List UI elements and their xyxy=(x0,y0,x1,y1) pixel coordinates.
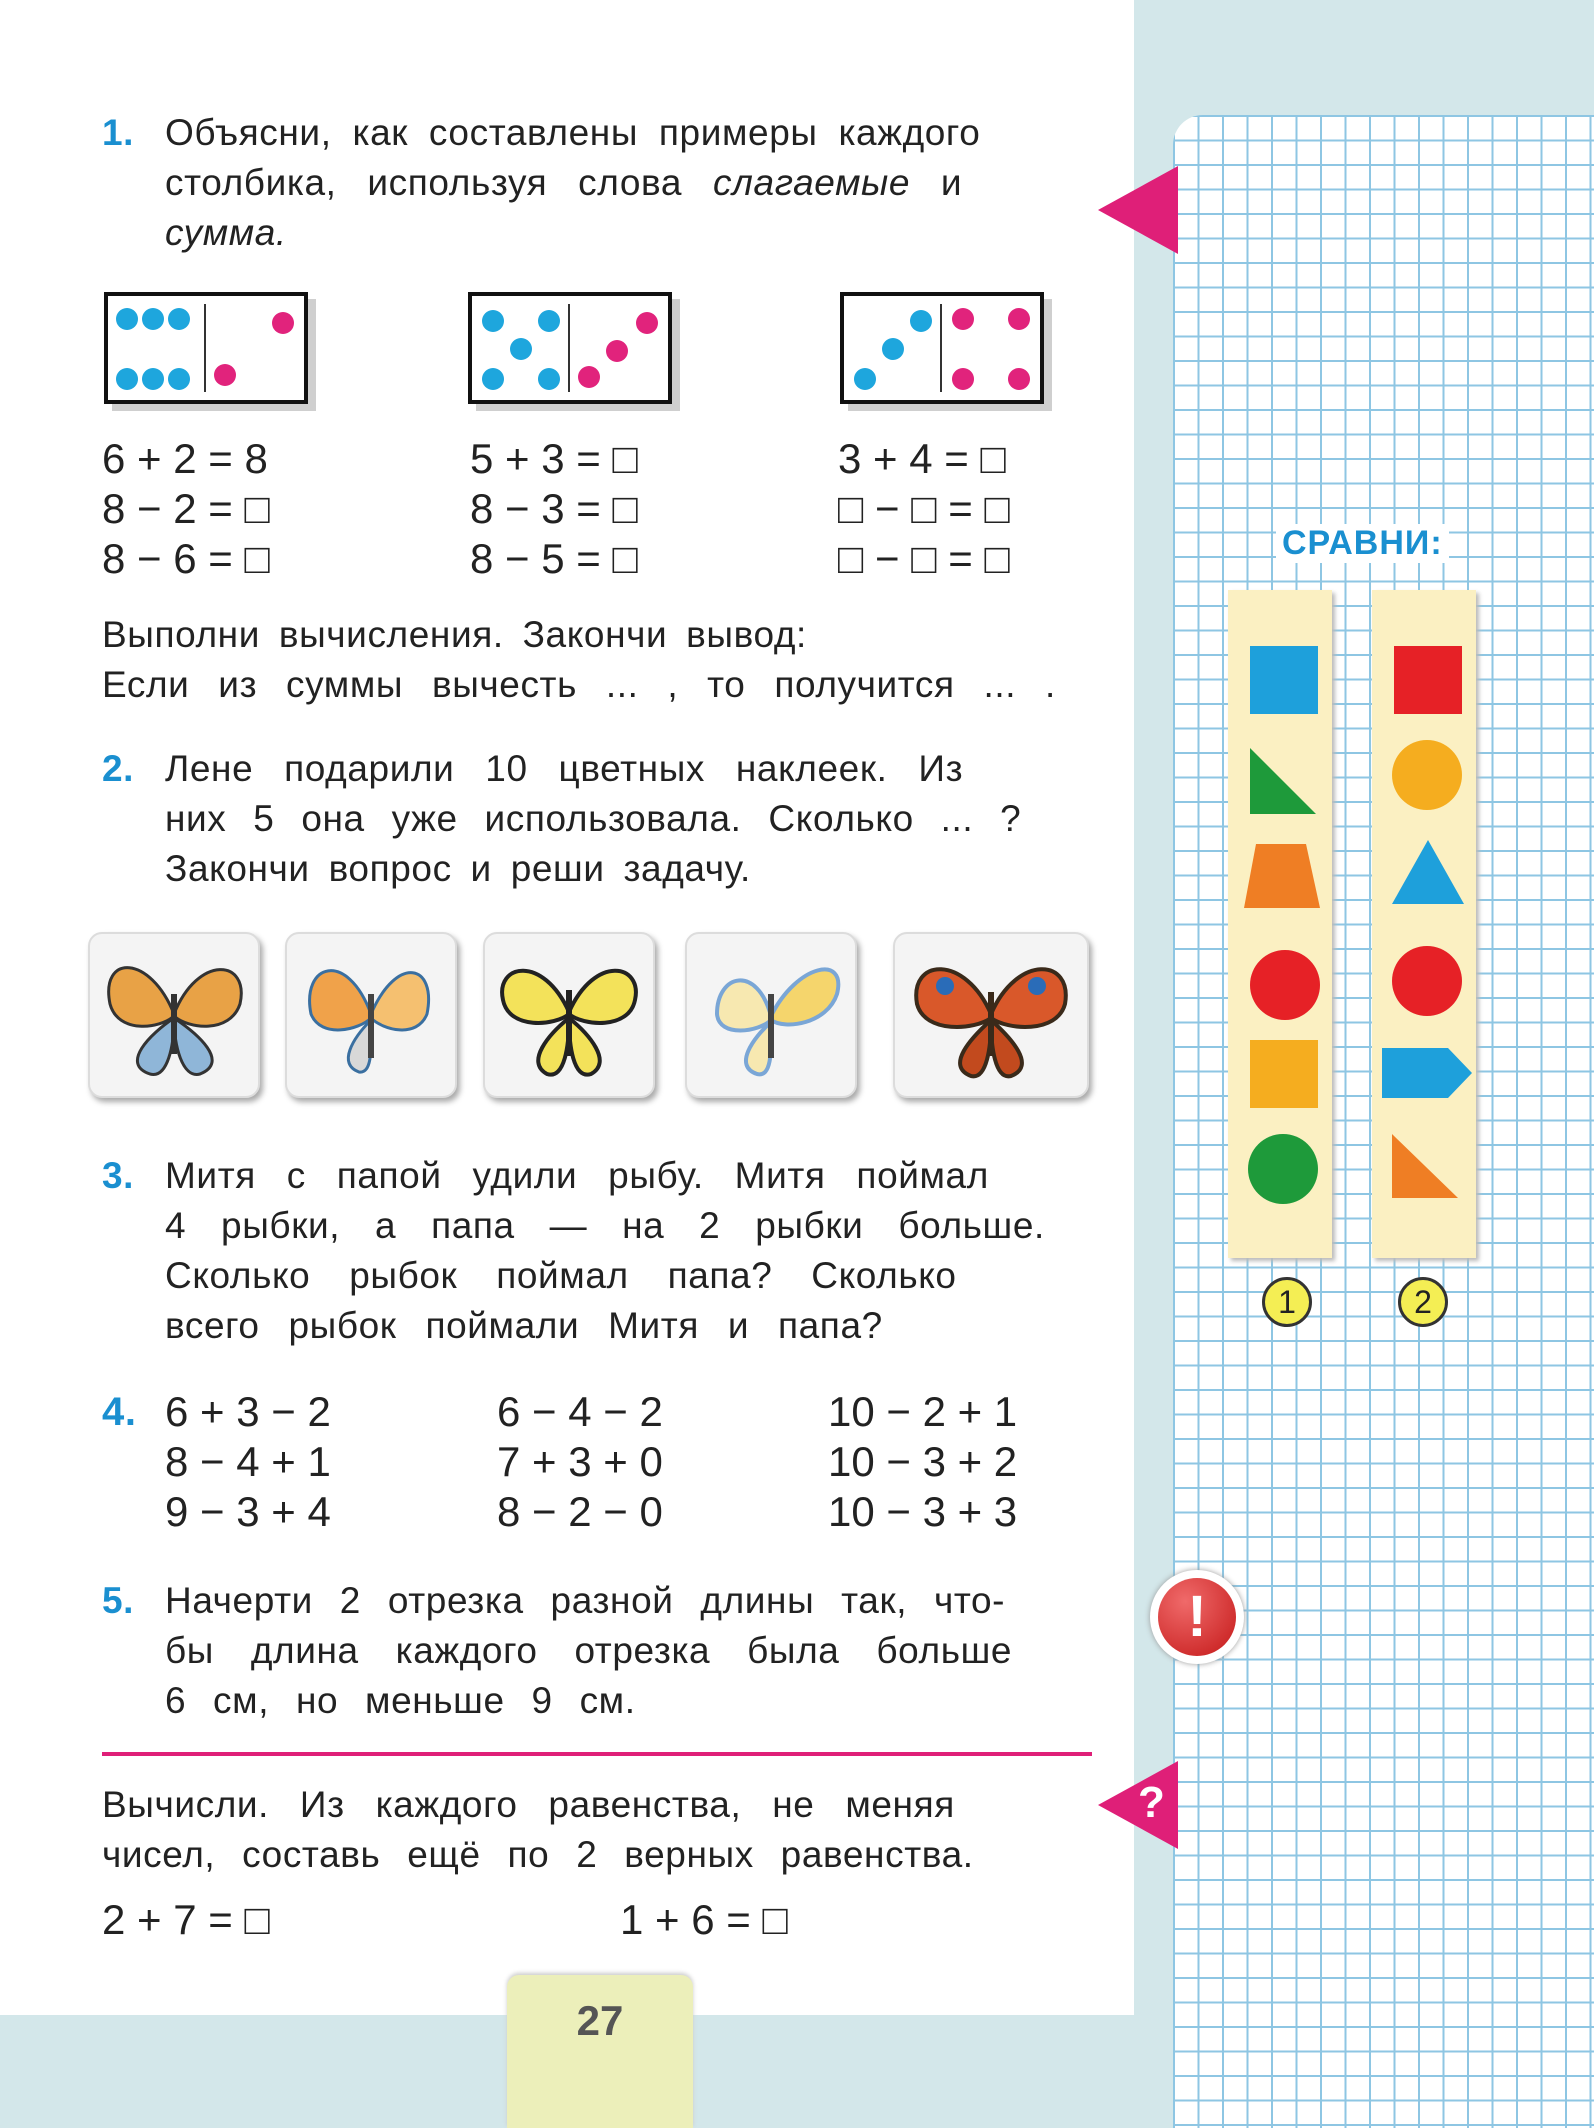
task4-col2-row3: 8 − 2 − 0 xyxy=(497,1488,663,1535)
task3-line1: Митя с папой удили рыбу. Митя поймал xyxy=(165,1155,989,1196)
question-icon: ? xyxy=(1138,1778,1165,1827)
orange-trapezoid-shape xyxy=(1244,844,1322,910)
shape-strip-2 xyxy=(1372,590,1476,1258)
eq-col3-row1: 3 + 4 = □ xyxy=(838,435,1006,482)
task2-line3: Закончи вопрос и реши задачу. xyxy=(165,848,751,889)
task4-number: 4. xyxy=(102,1390,137,1434)
task1-line3: сумма. xyxy=(165,212,287,253)
domino-5-3 xyxy=(468,292,672,404)
task1-line2: столбика, используя слова слагаемые и xyxy=(165,162,963,203)
task4-col3-row1: 10 − 2 + 1 xyxy=(828,1388,1018,1435)
task3-line3: Сколько рыбок поймал папа? Сколько xyxy=(165,1255,957,1296)
task4-col3-row3: 10 − 3 + 3 xyxy=(828,1488,1018,1535)
task4-col1-row2: 8 − 4 + 1 xyxy=(165,1438,331,1485)
task4-col2-row1: 6 − 4 − 2 xyxy=(497,1388,663,1435)
task3-line2: 4 рыбки, а папа — на 2 рыбки больше. xyxy=(165,1205,1045,1246)
task1-number: 1. xyxy=(102,112,135,153)
butterfly-sticker-1 xyxy=(88,932,260,1098)
eq-col2-row1: 5 + 3 = □ xyxy=(470,435,638,482)
task4-col1-row1: 6 + 3 − 2 xyxy=(165,1388,331,1435)
domino-3-4 xyxy=(840,292,1044,404)
yellow-square-shape xyxy=(1250,1040,1318,1108)
task1-line1: Объясни, как составлены примеры каждого xyxy=(165,112,981,153)
red-square-shape xyxy=(1394,646,1462,714)
eq-col1-row2: 8 − 2 = □ xyxy=(102,485,270,532)
bottom-line1: Вычисли. Из каждого равенства, не меняя xyxy=(102,1784,955,1825)
task2-line2: них 5 она уже использовала. Сколько ... ? xyxy=(165,798,1022,839)
bottom-line2: чисел, составь ещё по 2 верных равенства. xyxy=(102,1834,974,1875)
pointer-triangle xyxy=(1098,166,1178,254)
task5-line3: 6 см, но меньше 9 см. xyxy=(165,1680,636,1721)
exclamation-icon: ! xyxy=(1158,1578,1236,1656)
butterfly-sticker-3 xyxy=(483,932,655,1098)
yellow-circle-shape xyxy=(1392,740,1462,810)
task2-line1: Лене подарили 10 цветных наклеек. Из xyxy=(165,748,964,789)
task4-col2-row2: 7 + 3 + 0 xyxy=(497,1438,663,1485)
shape-strip-1 xyxy=(1228,590,1332,1258)
task5-line1: Начерти 2 отрезка разной длины так, что- xyxy=(165,1580,1006,1621)
task4-col1-row3: 9 − 3 + 4 xyxy=(165,1488,331,1535)
strip-number-2: 2 xyxy=(1398,1277,1448,1327)
eq-col1-row3: 8 − 6 = □ xyxy=(102,535,270,582)
red-circle-shape xyxy=(1250,950,1320,1020)
page-number-tab xyxy=(507,1975,693,2128)
bottom-eq1: 2 + 7 = □ xyxy=(102,1896,270,1943)
compare-label: СРАВНИ: xyxy=(1276,524,1449,563)
domino-6-2 xyxy=(104,292,308,404)
task4-col3-row2: 10 − 3 + 2 xyxy=(828,1438,1018,1485)
bottom-eq2: 1 + 6 = □ xyxy=(620,1896,788,1943)
butterfly-sticker-5 xyxy=(893,932,1089,1098)
task3-number: 3. xyxy=(102,1155,135,1196)
eq-col2-row3: 8 − 5 = □ xyxy=(470,535,638,582)
task1-conclusion-line2: Если из суммы вычесть ... , то получится ... . xyxy=(102,664,1056,705)
butterfly-sticker-2 xyxy=(285,932,457,1098)
blue-triangle-shape xyxy=(1392,840,1464,906)
green-triangle-shape xyxy=(1250,748,1320,816)
eq-col3-row2: □ − □ = □ xyxy=(838,485,1010,532)
orange-triangle-shape xyxy=(1392,1134,1462,1200)
eq-col3-row3: □ − □ = □ xyxy=(838,535,1010,582)
task2-number: 2. xyxy=(102,748,135,789)
strip-number-1: 1 xyxy=(1262,1277,1312,1327)
task5-line2: бы длина каждого отрезка была больше xyxy=(165,1630,1013,1671)
green-circle-shape xyxy=(1248,1134,1318,1204)
task1-conclusion-line1: Выполни вычисления. Закончи вывод: xyxy=(102,614,807,655)
section-divider xyxy=(102,1752,1092,1756)
blue-pentagon-shape xyxy=(1382,1048,1474,1100)
red-circle-shape-2 xyxy=(1392,946,1462,1016)
exclamation-badge xyxy=(1150,1570,1244,1664)
butterfly-sticker-4 xyxy=(685,932,857,1098)
eq-col2-row2: 8 − 3 = □ xyxy=(470,485,638,532)
eq-col1-row1: 6 + 2 = 8 xyxy=(102,435,268,482)
blue-square-shape xyxy=(1250,646,1318,714)
page-number: 27 xyxy=(576,1997,624,2044)
task3-line4: всего рыбок поймали Митя и папа? xyxy=(165,1305,883,1346)
task5-number: 5. xyxy=(102,1580,135,1621)
